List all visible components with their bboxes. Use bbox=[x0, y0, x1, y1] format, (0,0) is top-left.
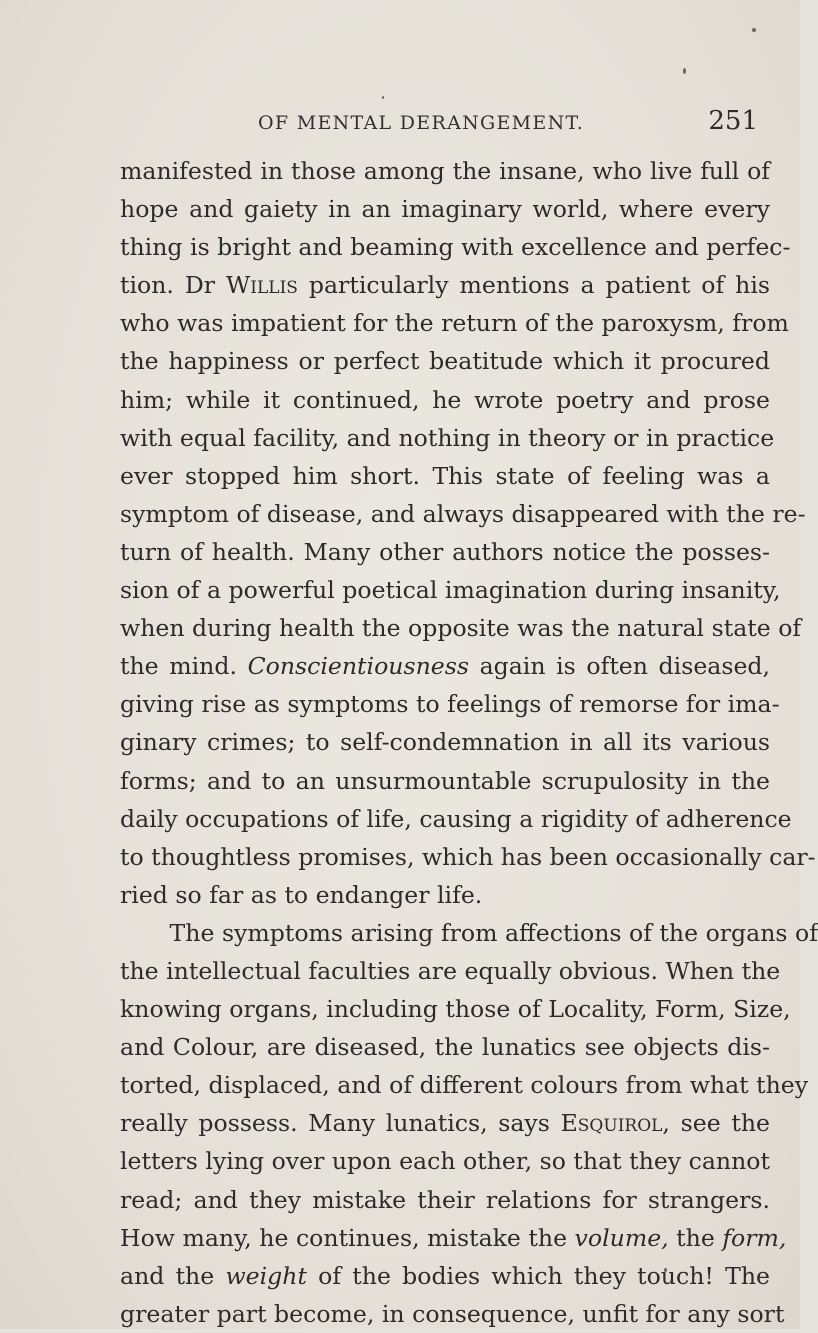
text-line: him; while it continued, he wrote poetry and prose bbox=[120, 385, 770, 414]
text-line: hope and gaiety in an imaginary world, where every bbox=[120, 195, 770, 224]
text-line: knowing organs, including those of Locality, Form, Size, bbox=[120, 995, 791, 1024]
text-line: greater part become, in consequence, unfit for any sort bbox=[120, 1299, 785, 1328]
body-text bbox=[120, 152, 818, 1333]
text-line: and Colour, are diseased, the lunatics see objects dis- bbox=[120, 1033, 770, 1062]
author-name-esquirol: Esquirol, bbox=[560, 1109, 670, 1138]
text-line: the happiness or perfect beatitude which it procured bbox=[120, 347, 770, 376]
ink-speck bbox=[752, 28, 756, 32]
text-line bbox=[120, 1257, 770, 1295]
text-line: who was impatient for the return of the paroxysm, from bbox=[120, 309, 789, 338]
text-line bbox=[120, 1219, 787, 1257]
text-line: read; and they mistake their relations for strangers. bbox=[120, 1185, 770, 1214]
ink-speck bbox=[382, 96, 384, 99]
italic-term-form: form, bbox=[722, 1223, 787, 1252]
text-line: giving rise as symptoms to feelings of remorse for ima- bbox=[120, 690, 780, 719]
text-line: symptom of disease, and always disappeared with the re- bbox=[120, 499, 806, 528]
text-line bbox=[120, 647, 770, 685]
text-line: letters lying over upon each other, so that they cannot bbox=[120, 1147, 770, 1176]
italic-term-conscientiousness: Conscientiousness bbox=[247, 652, 469, 681]
text-run: the bbox=[676, 1223, 715, 1252]
text-line: the intellectual faculties are equally obvious. When the bbox=[120, 956, 781, 985]
page-number: 251 bbox=[708, 106, 758, 136]
text-line: forms; and to an unsurmountable scrupulosity in the bbox=[120, 766, 770, 795]
text-line: The symptoms arising from affections of the organs of bbox=[169, 918, 818, 947]
text-line: ried so far as to endanger life. bbox=[120, 880, 483, 909]
text-run: and the bbox=[120, 1261, 215, 1290]
text-run: the mind. bbox=[120, 652, 237, 681]
text-line: when during health the opposite was the natural state of bbox=[120, 614, 802, 643]
text-line bbox=[120, 266, 770, 304]
italic-term-volume: volume, bbox=[574, 1223, 669, 1252]
page-header bbox=[258, 106, 758, 144]
ink-speck bbox=[683, 68, 686, 74]
text-line: turn of health. Many other authors notice the posses- bbox=[120, 537, 770, 566]
text-line: ever stopped him short. This state of feeling was a bbox=[120, 461, 770, 490]
italic-term-weight: weight bbox=[225, 1261, 307, 1290]
text-line: daily occupations of life, causing a rigidity of adherence bbox=[120, 804, 792, 833]
text-line bbox=[120, 1104, 770, 1142]
running-head: OF MENTAL DERANGEMENT. bbox=[258, 112, 585, 134]
text-run: particularly mentions a patient of his bbox=[308, 271, 771, 300]
text-run: again is often diseased, bbox=[479, 652, 771, 681]
text-line: torted, displaced, and of different colours from what they bbox=[120, 1071, 809, 1100]
text-line: ginary crimes; to self-condemnation in all its various bbox=[120, 728, 770, 757]
text-run: How many, he continues, mistake the bbox=[120, 1223, 568, 1252]
text-line: manifested in those among the insane, who live full of bbox=[120, 157, 770, 185]
text-line: thing is bright and beaming with excellence and perfec- bbox=[120, 233, 791, 262]
text-run: see the bbox=[680, 1109, 770, 1138]
text-line: sion of a powerful poetical imagination during insanity, bbox=[120, 576, 781, 605]
text-run: tion. Dr bbox=[120, 271, 216, 300]
text-line: with equal facility, and nothing in theory or in practice bbox=[120, 423, 775, 452]
author-name-willis: Willis bbox=[226, 271, 298, 300]
text-line: to thoughtless promises, which has been occasionally car- bbox=[120, 842, 816, 871]
text-run: of the bodies which they touch! The bbox=[318, 1261, 770, 1290]
text-run: really possess. Many lunatics, says bbox=[120, 1109, 550, 1138]
